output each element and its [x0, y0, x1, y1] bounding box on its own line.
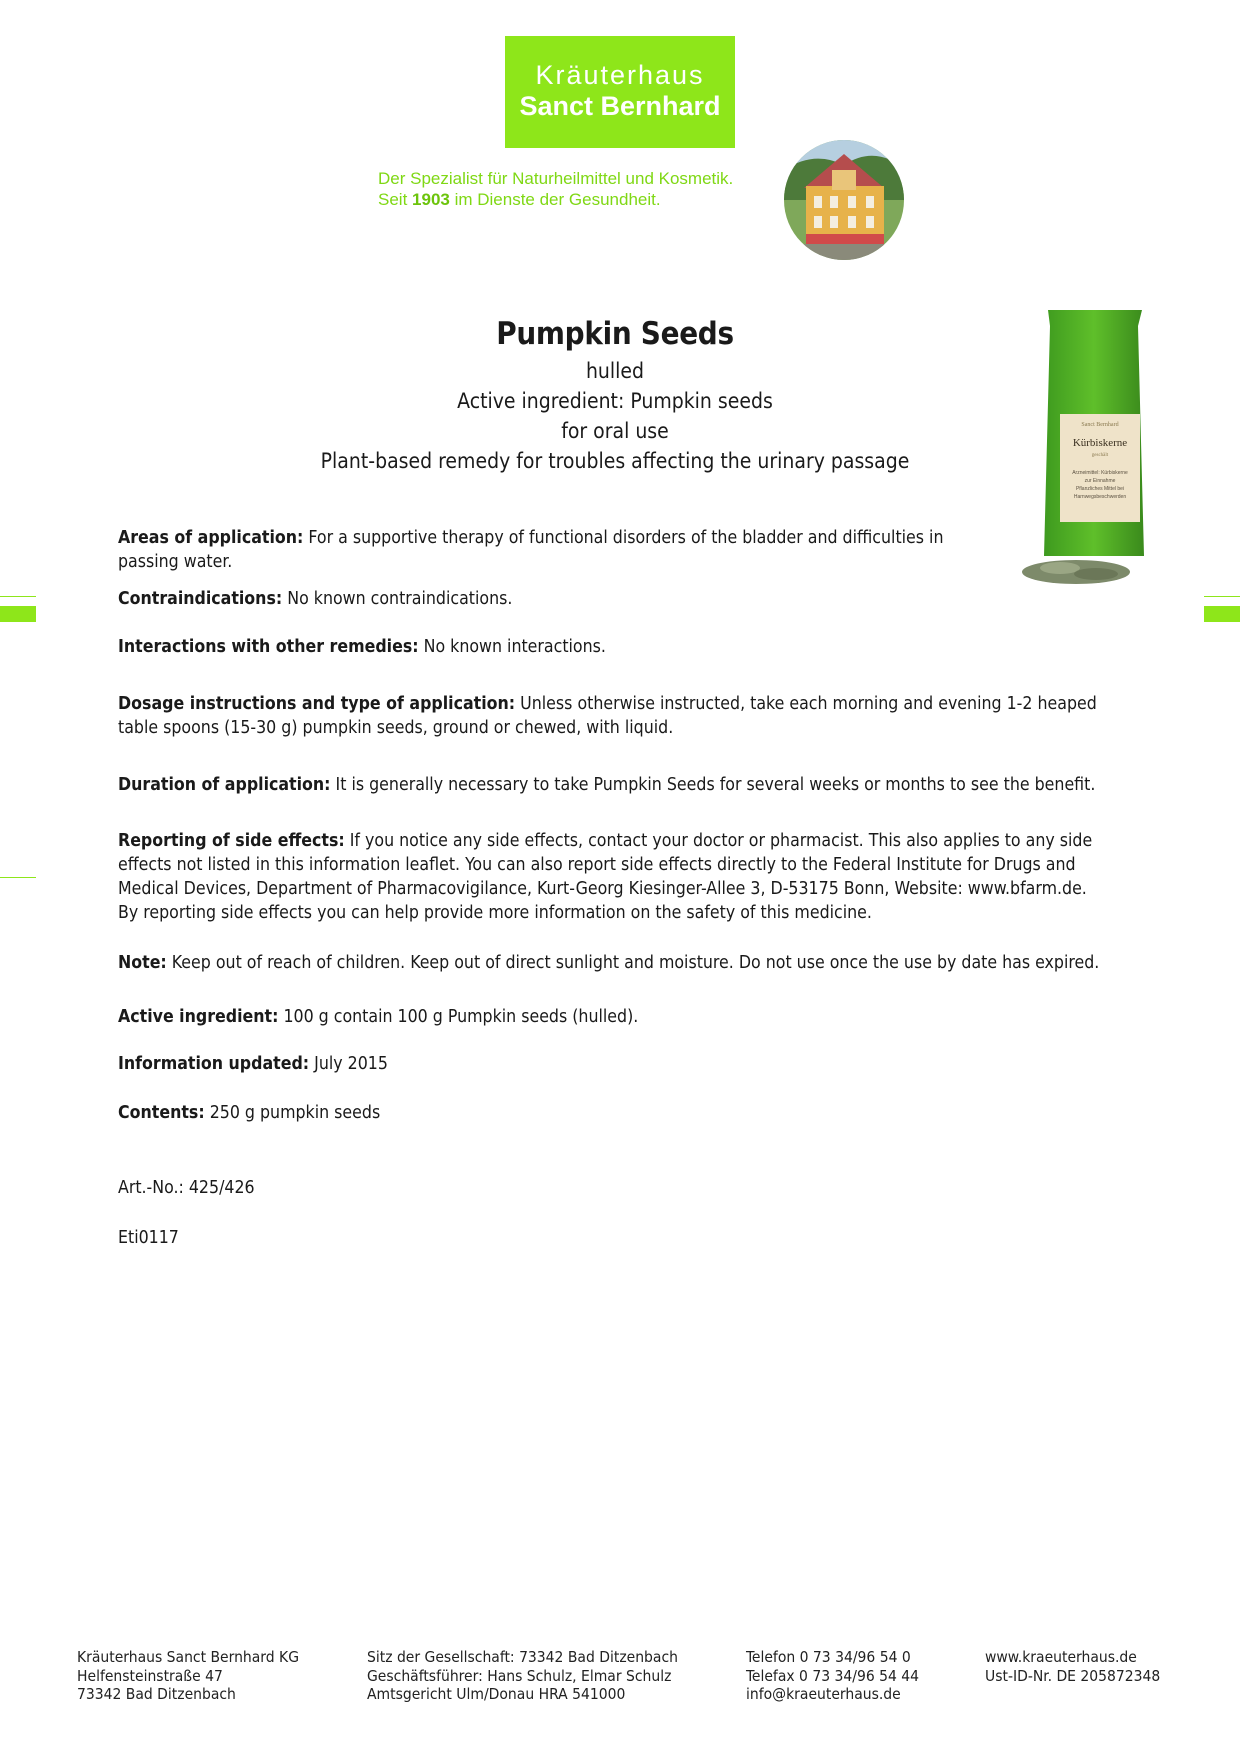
- footer-company-name: Kräuterhaus Sanct Bernhard KG: [77, 1648, 299, 1666]
- footer-website[interactable]: www.kraeuterhaus.de: [985, 1648, 1137, 1666]
- tagline-year: 1903: [412, 190, 450, 209]
- product-active-ingredient: Active ingredient: Pumpkin seeds: [457, 389, 773, 413]
- footer-street: Helfensteinstraße 47: [77, 1666, 223, 1685]
- footer-contact: [746, 1648, 919, 1704]
- package-subtitle: geschält: [1091, 453, 1109, 458]
- product-subtitle-hulled: hulled: [585, 359, 645, 383]
- product-use: for oral use: [561, 419, 669, 443]
- logo-line2: Sanct Bernhard: [519, 91, 721, 121]
- package-text-3: Pflanzliches Mittel bei: [1075, 486, 1125, 492]
- left-margin-line-top: [0, 596, 36, 597]
- left-margin-marker: [0, 606, 36, 622]
- footer-phone: Telefon 0 73 34/96 54 0: [746, 1648, 911, 1666]
- footer-email[interactable]: info@kraeuterhaus.de: [746, 1685, 901, 1703]
- product-description: Plant-based remedy for troubles affecting the urinary passage: [320, 449, 910, 473]
- footer-legal: [367, 1648, 678, 1704]
- footer-managing-directors: Geschäftsführer: Hans Schulz, Elmar Schulz: [367, 1666, 672, 1685]
- tagline-line2: Seit 1903 im Dienste der Gesundheit.: [378, 190, 661, 209]
- package-text-2: zur Einnahme: [1084, 478, 1116, 484]
- section-active-ingredient: Active ingredient: 100 g contain 100 g Pumpkin seeds (hulled).: [118, 1007, 639, 1027]
- tagline-line1: Der Spezialist für Naturheilmittel und Kosmetik.: [378, 169, 734, 188]
- section-dosage: Dosage instructions and type of application: Unless otherwise instructed, take each morning and evening 1-2 heaped table spoons (15-30 g) pumpkin seeds, ground or chewed, with liquid.: [118, 694, 1097, 738]
- building-photo: [784, 140, 904, 260]
- right-margin-marker: [1204, 606, 1240, 622]
- footer-company: [77, 1648, 299, 1704]
- product-package-image: [1020, 306, 1170, 592]
- footer-web: [985, 1648, 1160, 1685]
- section-duration: Duration of application: It is generally necessary to take Pumpkin Seeds for several weeks or months to see the benefit.: [118, 775, 1096, 795]
- package-text-1: Arzneimittel: Kürbiskerne: [1072, 470, 1128, 476]
- left-margin-line-bottom: [0, 877, 36, 878]
- footer-registered-office: Sitz der Gesellschaft: 73342 Bad Ditzenbach: [367, 1648, 678, 1666]
- section-note: Note: Keep out of reach of children. Keep out of direct sunlight and moisture. Do not use once the use by date has expired.: [118, 953, 1100, 973]
- logo-line1: Kräuterhaus: [535, 60, 705, 90]
- section-interactions: Interactions with other remedies: No known interactions.: [118, 637, 606, 657]
- right-margin-line-top: [1204, 596, 1240, 597]
- footer-vat-id: Ust-ID-Nr. DE 205872348: [985, 1666, 1161, 1685]
- title-block: [230, 316, 1000, 476]
- package-name: Kürbiskerne: [1072, 437, 1128, 449]
- section-contraindications: Contraindications: No known contraindications.: [118, 589, 513, 609]
- tagline: [378, 168, 733, 210]
- section-areas-of-application: Areas of application: For a supportive therapy of functional disorders of the bladder and difficulties in passing water.: [118, 528, 944, 572]
- footer-fax: Telefax 0 73 34/96 54 44: [746, 1666, 920, 1685]
- label-code: Eti0117: [118, 1228, 179, 1248]
- package-text-4: Harnwegsbeschwerden: [1073, 494, 1127, 500]
- product-title: Pumpkin Seeds: [496, 316, 734, 352]
- footer-city: 73342 Bad Ditzenbach: [77, 1685, 236, 1703]
- package-brand: Sanct Bernhard: [1081, 422, 1119, 428]
- brand-logo: [505, 36, 735, 148]
- section-contents: Contents: 250 g pumpkin seeds: [118, 1103, 381, 1123]
- section-information-updated: Information updated: July 2015: [118, 1054, 388, 1074]
- footer-court-registry: Amtsgericht Ulm/Donau HRA 541000: [367, 1685, 626, 1703]
- section-side-effects: Reporting of side effects: If you notice any side effects, contact your doctor or pharmacist. This also applies to any side effects not listed in this information leaflet. You can also report side effects directly to the Federal Institute for Drugs and Medical Devices, Department of Pharmacovigilance, Kurt-Georg Kiesinger-Allee 3, D-53175 Bonn, Website: www.bfarm.de. By reporting side effects you can help provide more information on the safety of this medicine.: [118, 831, 1093, 923]
- article-number: Art.-No.: 425/426: [118, 1178, 255, 1198]
